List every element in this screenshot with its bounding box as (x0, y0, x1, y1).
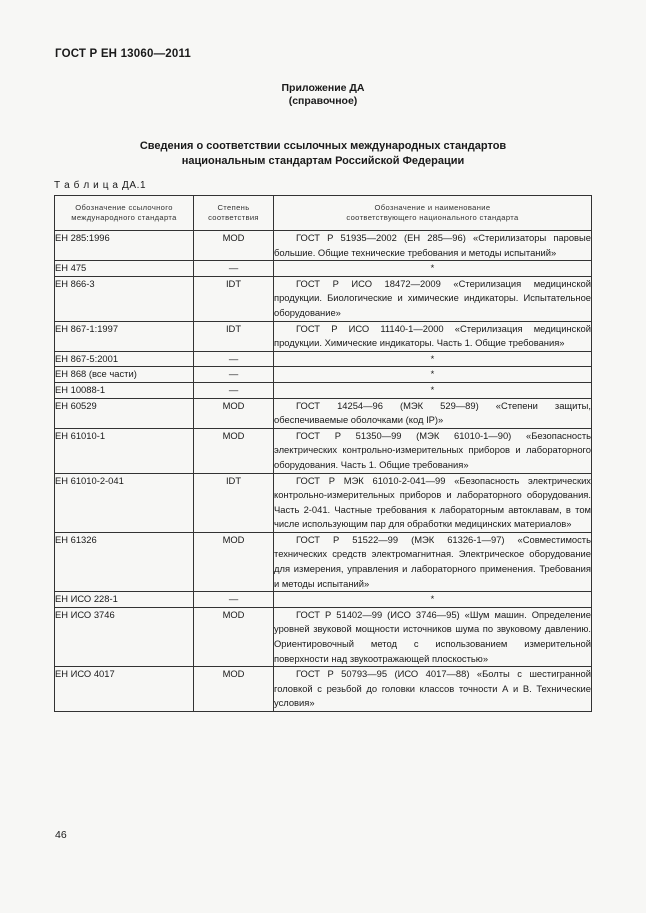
table-row (55, 667, 592, 712)
cell-international-standard: ЕН 60529 (55, 398, 194, 428)
cell-degree: — (194, 592, 274, 608)
cell-international-standard: ЕН ИСО 4017 (55, 667, 194, 712)
table-row (55, 382, 592, 398)
header-col2-line1: Степень (217, 203, 250, 212)
cell-degree: MOD (194, 231, 274, 261)
cell-national-standard: ГОСТ Р ИСО 18472—2009 «Стерилизация медицинской продукции. Биологические и химические индикаторы. Испытательное оборудование» (274, 276, 592, 321)
header-col2-line2: соответствия (208, 213, 259, 222)
cell-degree: IDT (194, 276, 274, 321)
cell-national-standard: ГОСТ 14254—96 (МЭК 529—89) «Степени защиты, обеспечиваемые оболочками (код IP)» (274, 398, 592, 428)
cell-national-standard: ГОСТ Р 51350—99 (МЭК 61010-1—90) «Безопасность электрических контрольно-измерительных приборов и лабораторного оборудования. Часть 1. Общие требования» (274, 428, 592, 473)
table-row (55, 532, 592, 591)
appendix-heading (0, 82, 646, 108)
header-col3-line2: соответствующего национального стандарта (346, 213, 519, 222)
cell-degree: — (194, 351, 274, 367)
document-header: ГОСТ Р ЕН 13060—2011 (55, 48, 192, 60)
cell-national-standard: ГОСТ Р МЭК 61010-2-041—99 «Безопасность электрических контрольно-измерительных приборов и лабораторного оборудования. Часть 2-041. Частные требования к лабораторным автоклавам, в том числе использующим пар для обработки медицинских материалов» (274, 473, 592, 532)
appendix-title: Приложение ДА (281, 82, 365, 94)
table-row (55, 428, 592, 473)
cell-national-standard: * (274, 367, 592, 383)
table-header-row (55, 196, 592, 231)
cell-national-standard: ГОСТ Р 51935—2002 (ЕН 285—96) «Стерилизаторы паровые большие. Общие технические требования и методы испытаний» (274, 231, 592, 261)
table-row (55, 607, 592, 666)
cell-national-standard: * (274, 382, 592, 398)
cell-international-standard: ЕН 61326 (55, 532, 194, 591)
cell-degree: IDT (194, 473, 274, 532)
header-col3-line1: Обозначение и наименование (374, 203, 491, 212)
cell-degree: — (194, 261, 274, 277)
header-degree (194, 196, 274, 231)
table-row (55, 351, 592, 367)
cell-national-standard: ГОСТ Р 51402—99 (ИСО 3746—95) «Шум машин. Определение уровней звуковой мощности источников шума по звуковому давлению. Ориентировочный метод с использованием измерительной поверхности над звукоотражающей плоскостью» (274, 607, 592, 666)
cell-national-standard: ГОСТ Р 50793—95 (ИСО 4017—88) «Болты с шестигранной головкой с резьбой до головки классов точности А и В. Технические условия» (274, 667, 592, 712)
standards-table (54, 195, 592, 712)
cell-international-standard: ЕН 61010-1 (55, 428, 194, 473)
cell-degree: — (194, 382, 274, 398)
table-row (55, 592, 592, 608)
page-number: 46 (55, 829, 67, 841)
table-row (55, 473, 592, 532)
cell-degree: IDT (194, 321, 274, 351)
cell-degree: MOD (194, 667, 274, 712)
cell-national-standard: * (274, 592, 592, 608)
table-row (55, 321, 592, 351)
cell-national-standard: * (274, 351, 592, 367)
section-title-line1: Сведения о соответствии ссылочных международных стандартов (139, 140, 507, 152)
cell-national-standard: ГОСТ Р ИСО 11140-1—2000 «Стерилизация медицинской продукции. Химические индикаторы. Часть 1. Общие требования» (274, 321, 592, 351)
appendix-subtitle: (справочное) (288, 95, 358, 107)
cell-international-standard: ЕН 10088-1 (55, 382, 194, 398)
cell-degree: MOD (194, 532, 274, 591)
header-col1-line2: международного стандарта (71, 213, 177, 222)
header-national-standard (274, 196, 592, 231)
header-col1-line1: Обозначение ссылочного (75, 203, 173, 212)
cell-international-standard: ЕН 867-1:1997 (55, 321, 194, 351)
table-body (55, 231, 592, 712)
cell-degree: MOD (194, 398, 274, 428)
cell-international-standard: ЕН 475 (55, 261, 194, 277)
cell-degree: — (194, 367, 274, 383)
section-title (0, 139, 646, 169)
section-title-line2: национальным стандартам Российской Федерации (181, 155, 465, 167)
cell-international-standard: ЕН 867-5:2001 (55, 351, 194, 367)
cell-international-standard: ЕН 61010-2-041 (55, 473, 194, 532)
table-row (55, 398, 592, 428)
table-row (55, 261, 592, 277)
table-row (55, 231, 592, 261)
cell-national-standard: * (274, 261, 592, 277)
cell-national-standard: ГОСТ Р 51522—99 (МЭК 61326-1—97) «Совместимость технических средств электромагнитная. Электрическое оборудование для измерения, управления и лабораторного применения. Требования и методы испытаний» (274, 532, 592, 591)
cell-degree: MOD (194, 428, 274, 473)
cell-degree: MOD (194, 607, 274, 666)
cell-international-standard: ЕН 868 (все части) (55, 367, 194, 383)
header-international-standard (55, 196, 194, 231)
table-row (55, 367, 592, 383)
cell-international-standard: ЕН ИСО 228-1 (55, 592, 194, 608)
cell-international-standard: ЕН 285:1996 (55, 231, 194, 261)
cell-international-standard: ЕН 866-3 (55, 276, 194, 321)
table-caption: Т а б л и ц а ДА.1 (54, 180, 147, 191)
table-row (55, 276, 592, 321)
cell-international-standard: ЕН ИСО 3746 (55, 607, 194, 666)
